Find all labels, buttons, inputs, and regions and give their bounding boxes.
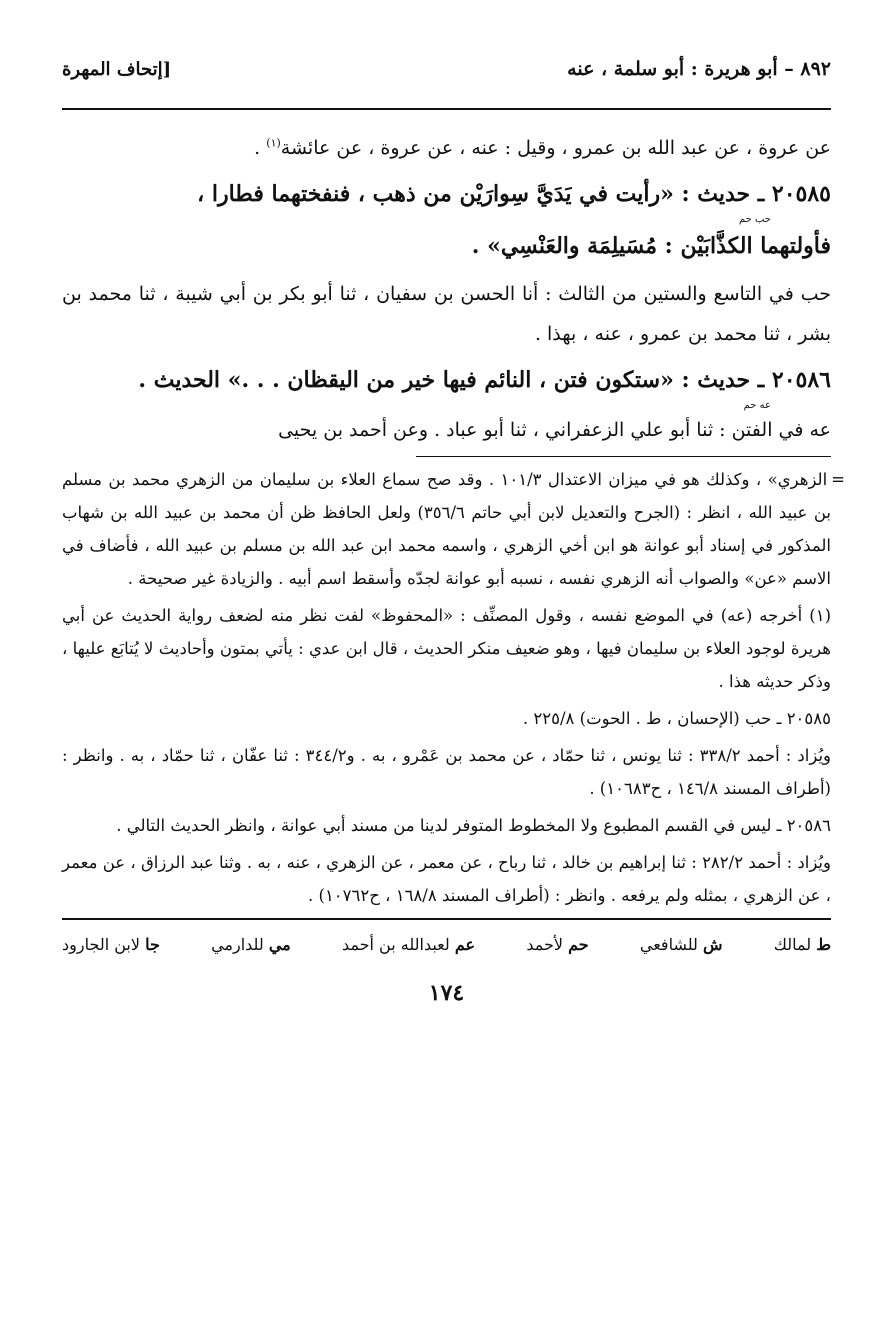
main-text <box>62 128 831 450</box>
footnote-ref-1: (١) <box>266 136 281 150</box>
hadith-20586-heading: ٢٠٥٨٦ ـ حديث : «ستكون فتن ، النائم فيها خير من اليقظان . . .» الحديث . <box>138 367 831 393</box>
hadith-20585-heading: ٢٠٥٨٥ ـ حديث : «رأيت في يَدَيَّ سِوارَيْن من ذهب ، فنفختهما فطارا ، <box>197 181 831 207</box>
running-head-book-title: [إتحاف المهرة <box>62 59 172 80</box>
running-head-chapter: ٨٩٢ – أبو هريرة : أبو سلمة ، عنه <box>567 58 831 80</box>
key-item: ش للشافعي <box>639 935 723 954</box>
key-item: ط لمالك <box>773 935 831 954</box>
hadith-20586-sigla: عه حم <box>743 400 771 411</box>
note-20585: ٢٠٥٨٥ ـ حب (الإحسان ، ط . الحوت) ٢٢٥/٨ . <box>522 709 831 728</box>
footnote-1: (١) أخرجه (عه) في الموضع نفسه ، وقول المصنِّف : «المحفوظ» لفت نظر منه لضعف رواية الحديث عن أبي هريرة لوجود العلاء بن سليمان فيها ، وهو ضعيف منكر الحديث ، قال ابن عدي : يأتي بمتون وأحاديث لا يُتابَع عليها ، وذكر حديثه هذا . <box>62 606 831 691</box>
key-item: عم لعبدالله بن أحمد <box>341 935 476 954</box>
note-20586-additions: ويُزاد : أحمد ٢٨٢/٢ : ثنا إبراهيم بن خالد ، ثنا رباح ، عن معمر ، عن الزهري ، عنه ، به . وثنا عبد الرزاق ، عن معمر ، عن الزهري ، بمثله ولم يرفعه . وانظر : (أطراف المسند ١٦٨/٨ ، ح١٠٧٦٢) . <box>62 853 831 905</box>
note-20586: ٢٠٥٨٦ ـ ليس في القسم المطبوع ولا المخطوط المتوفر لدينا من مسند أبي عوانة ، وانظر الحديث التالي . <box>116 816 831 835</box>
note-20585-additions: ويُزاد : أحمد ٣٣٨/٢ : ثنا يونس ، ثنا حمّاد ، عن محمد بن عَمْرو ، به . و٣٤٤/٢ : ثنا عفّان ، ثنا حمّاد ، به . وانظر : (أطراف المسند ١٤٦/٨ ، ح١٠٦٨٣) . <box>62 746 832 798</box>
footnote-continued: =الزهري» ، وكذلك هو في ميزان الاعتدال ١٠١/٣ . وقد صح سماع العلاء بن سليمان من الزهري محمد بن مسلم بن عبيد الله ، انظر : (الجرح والتعديل لابن أبي حاتم ٣٥٦/٦) ولعل الحافظ ظن أن محمد بن عبيد الله بن شهاب المذكور في إسناد أبو عوانة هو ابن أخي الزهري ، واسمه محمد ابن عبد الله بن مسلم بن عبيد الله ، فأضاف في الاسم «عن» والصواب أنه الزهري نفسه ، نسبه أبو عوانة لجدّه وأسقط اسم أبيه . والزيادة غير صحيحة . <box>62 470 845 588</box>
hadith-20585-text-cont: فأولتهما الكذَّابَيْن : مُسَيلِمَة والعَنْسِي» . <box>471 233 831 259</box>
abbreviation-key <box>62 930 831 960</box>
hadith-number: ٢٠٥٨٥ <box>771 181 831 207</box>
footnote-separator <box>416 456 831 457</box>
hadith-20585-sigla: حب حم <box>738 214 771 225</box>
book-page <box>62 58 845 1329</box>
page-number: ١٧٤ <box>428 980 465 1006</box>
key-item: حم لأحمد <box>526 935 589 954</box>
key-item: مي للدارمي <box>211 935 291 954</box>
footnotes <box>62 463 845 912</box>
continuation-mark: = <box>831 470 845 489</box>
isnad-fitan: عه في الفتن : ثنا أبو علي الزعفراني ، ثنا أبو عباد . وعن أحمد بن يحيى <box>278 419 831 441</box>
isnad-continuation: عن عروة ، عن عبد الله بن عمرو ، وقيل : عنه ، عن عروة ، عن عائشة$^{(١)}$ . <box>254 136 831 159</box>
isnad-hibban: حب في التاسع والستين من الثالث : أنا الحسن بن سفيان ، ثنا أبو بكر بن أبي شيبة ، ثنا محمد بن بشر ، ثنا محمد بن عمرو ، عنه ، بهذا . <box>62 283 831 345</box>
header-rule <box>62 108 831 110</box>
key-item: جا لابن الجارود <box>62 935 160 954</box>
footer-rule <box>62 918 831 920</box>
hadith-number: ٢٠٥٨٦ <box>771 367 831 393</box>
running-head <box>62 58 831 92</box>
